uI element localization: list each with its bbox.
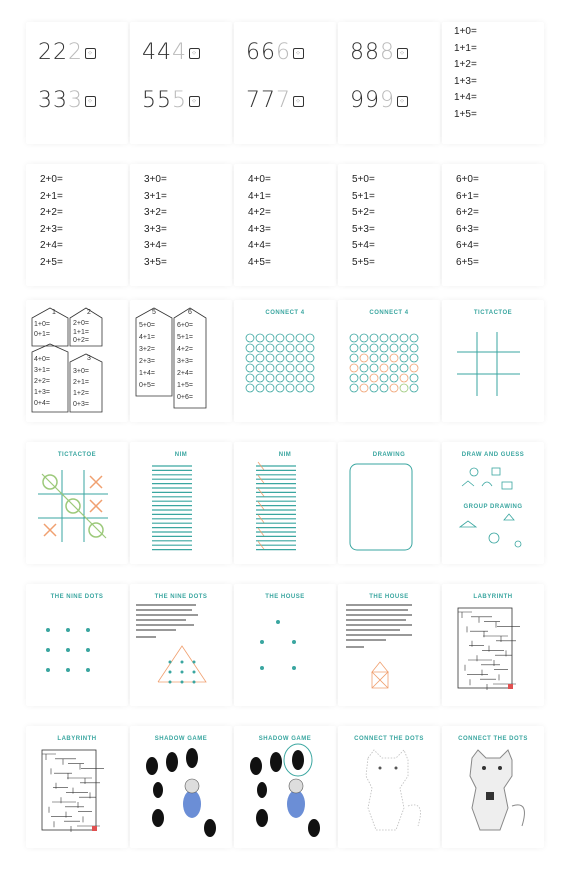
nim-lines [130,442,232,564]
sum-list-4: 4+0= 4+1= 4+2= 4+3= 4+4= 4+5= [248,174,271,268]
connect4-slot [390,344,398,352]
card-title: NIM [174,452,188,458]
connect4-slot [296,334,304,342]
connect4-slot [400,354,408,362]
connect4-slot [246,384,254,392]
connect4-slot [296,354,304,362]
connect4-slot [296,374,304,382]
connect-dots-figure [442,726,544,848]
connect4-slot [390,374,398,382]
connect4-slot [400,374,408,382]
connect4-slot [400,364,408,372]
card-connect4-played [338,300,440,422]
connect4-slot [350,334,358,342]
connect4-slot [306,384,314,392]
connect4-slot [350,344,358,352]
card-digit-2-3 [26,22,128,144]
dot [86,648,90,652]
connect4-slot [360,384,368,392]
card-digit-8-9 [338,22,440,144]
card-digit-4-5 [130,22,232,144]
house-items: 3+0= 2+1= 1+2= 0+3= [73,368,89,408]
connect4-slot [266,374,274,382]
house-items: 5+0= 4+1= 3+2= 2+3= 1+4= 0+5= [139,322,155,389]
card-tictactoe-empty [442,300,544,422]
card-title: THE NINE DOTS [50,594,104,600]
dice-icon: ⁘ [85,48,96,59]
connect4-slot [286,354,294,362]
connect4-slot [400,334,408,342]
connect-dots-figure [338,726,440,848]
card-subtitle: GROUP DRAWING [463,504,523,510]
connect4-slot [256,364,264,372]
card-title: THE HOUSE [369,594,409,600]
card-labyrinth [442,584,544,706]
connect4-slot [256,384,264,392]
connect4-slot [390,334,398,342]
card-title: DRAWING [372,452,406,458]
connect4-slot [306,354,314,362]
connect4-slot [380,344,388,352]
dot [66,628,70,632]
dot [46,648,50,652]
connect4-slot [306,344,314,352]
connect4-slot [370,334,378,342]
card-connect4-empty [234,300,336,422]
card-sum-5 [338,164,440,286]
connect4-slot [296,364,304,372]
connect4-slot [246,344,254,352]
connect4-slot [246,334,254,342]
connect4-slot [296,384,304,392]
digits-7: 777 ⁘ [246,88,304,113]
connect4-grid [338,300,440,422]
digits-9: 999 ⁘ [350,88,408,113]
card-labyrinth-solution [26,726,128,848]
connect4-slot [370,384,378,392]
sum-list-3: 3+0= 3+1= 3+2= 3+3= 3+4= 3+5= [144,174,167,268]
house-number: 1 [52,309,56,316]
card-number-houses-b [130,300,232,422]
card-title: TICTACTOE [57,452,97,458]
card-the-house-solution [338,584,440,706]
connect4-slot [276,374,284,382]
dice-icon: ⁘ [189,96,200,107]
connect4-slot [286,344,294,352]
card-title: TICTACTOE [473,310,513,316]
dice-icon: ⁘ [397,96,408,107]
connect4-slot [256,334,264,342]
card-shadow-game-solution [234,726,336,848]
dice-icon: ⁘ [189,48,200,59]
connect4-slot [266,354,274,362]
labyrinth-maze [26,726,128,848]
doodles [442,442,544,564]
house-number: 5 [152,309,156,316]
connect4-slot [410,344,418,352]
dice-icon: ⁘ [293,96,304,107]
connect4-slot [350,384,358,392]
card-sum-1 [442,22,544,144]
connect4-slot [306,364,314,372]
connect4-slot [266,364,274,372]
connect4-slot [266,344,274,352]
card-sum-6 [442,164,544,286]
connect4-slot [360,344,368,352]
connect4-slot [380,354,388,362]
connect4-slot [286,334,294,342]
sum-list-5: 5+0= 5+1= 5+2= 5+3= 5+4= 5+5= [352,174,375,268]
connect4-slot [246,354,254,362]
card-sum-4 [234,164,336,286]
card-title: CONNECT THE DOTS [458,736,528,742]
drawing-frame [338,442,440,564]
tictactoe-grid [26,442,128,564]
house-solution [338,584,440,706]
connect4-slot [380,334,388,342]
digits-2: 222 ⁘ [38,40,96,65]
connect4-slot [410,384,418,392]
connect4-slot [410,374,418,382]
dot [86,668,90,672]
connect4-grid [234,300,336,422]
house-dots [234,584,336,706]
house-number: 2 [87,309,91,316]
digits-8: 888 ⁘ [350,40,408,65]
connect4-slot [256,354,264,362]
house-number: 6 [188,309,192,316]
shadow-figures [130,726,232,848]
house-items: 4+0= 3+1= 2+2= 1+3= 0+4= [34,356,50,407]
connect4-slot [360,364,368,372]
connect4-slot [390,364,398,372]
dot [86,628,90,632]
connect4-slot [286,364,294,372]
connect4-slot [350,364,358,372]
card-title: LABYRINTH [473,594,513,600]
dice-icon: ⁘ [293,48,304,59]
nim-lines [234,442,336,564]
dice-icon: ⁘ [85,96,96,107]
card-nine-dots [26,584,128,706]
connect4-slot [370,344,378,352]
connect4-slot [276,334,284,342]
connect4-slot [380,374,388,382]
connect4-slot [390,354,398,362]
connect4-slot [410,364,418,372]
connect4-slot [370,364,378,372]
card-title: THE NINE DOTS [154,594,208,600]
dot [46,668,50,672]
card-nine-dots-solution [130,584,232,706]
connect4-slot [306,334,314,342]
sum-list-1: 1+0= 1+1= 1+2= 1+3= 1+4= 1+5= [454,26,477,120]
card-title: LABYRINTH [57,736,97,742]
connect4-slot [266,384,274,392]
connect4-slot [370,354,378,362]
dice-icon: ⁘ [397,48,408,59]
connect4-slot [360,354,368,362]
connect4-slot [246,364,254,372]
sum-list-2: 2+0= 2+1= 2+2= 2+3= 2+4= 2+5= [40,174,63,268]
connect4-slot [410,334,418,342]
card-nim-played [234,442,336,564]
connect4-slot [306,374,314,382]
card-sum-3 [130,164,232,286]
house-number: 3 [87,355,91,362]
house-items: 1+0= 0+1= [34,321,50,338]
card-title: DRAW AND GUESS [461,452,525,458]
digits-4: 444 ⁘ [142,40,200,65]
connect4-slot [256,344,264,352]
digits-5: 555 ⁘ [142,88,200,113]
connect4-slot [360,374,368,382]
connect4-slot [380,384,388,392]
card-title: SHADOW GAME [154,736,208,742]
house-items: 2+0= 1+1= 0+2= [73,320,89,344]
card-title: NIM [278,452,292,458]
connect4-slot [400,384,408,392]
card-title: CONNECT 4 [265,310,305,316]
card-connect-dots [338,726,440,848]
card-title: THE HOUSE [265,594,305,600]
connect4-slot [360,334,368,342]
card-drawing [338,442,440,564]
connect4-slot [276,364,284,372]
card-title: CONNECT THE DOTS [354,736,424,742]
digits-6: 666 ⁘ [246,40,304,65]
dot [46,628,50,632]
connect4-slot [400,344,408,352]
connect4-slot [380,364,388,372]
connect4-slot [286,384,294,392]
connect4-slot [390,384,398,392]
card-tictactoe-played [26,442,128,564]
connect4-slot [286,374,294,382]
connect4-slot [350,374,358,382]
connect4-slot [246,374,254,382]
connect4-slot [370,374,378,382]
card-sum-2 [26,164,128,286]
card-shadow-game [130,726,232,848]
connect4-slot [266,334,274,342]
card-draw-guess [442,442,544,564]
connect4-slot [276,384,284,392]
connect4-slot [350,354,358,362]
connect4-slot [296,344,304,352]
connect4-slot [276,344,284,352]
card-title: SHADOW GAME [258,736,312,742]
card-digit-6-7 [234,22,336,144]
digits-3: 333 ⁘ [38,88,96,113]
dot [66,648,70,652]
nine-dots [26,584,128,706]
card-connect-dots-solution [442,726,544,848]
card-number-houses-a [26,300,128,422]
connect4-slot [410,354,418,362]
sum-list-6: 6+0= 6+1= 6+2= 6+3= 6+4= 6+5= [456,174,479,268]
shadow-figures [234,726,336,848]
house-items: 6+0= 5+1= 4+2= 3+3= 2+4= 1+5= 0+6= [177,322,193,401]
labyrinth-maze [442,584,544,706]
tictactoe-grid [442,300,544,422]
connect4-slot [276,354,284,362]
connect4-slot [256,374,264,382]
card-title: CONNECT 4 [369,310,409,316]
card-the-house [234,584,336,706]
dot [66,668,70,672]
card-nim-empty [130,442,232,564]
nine-dots-solution [130,584,232,706]
